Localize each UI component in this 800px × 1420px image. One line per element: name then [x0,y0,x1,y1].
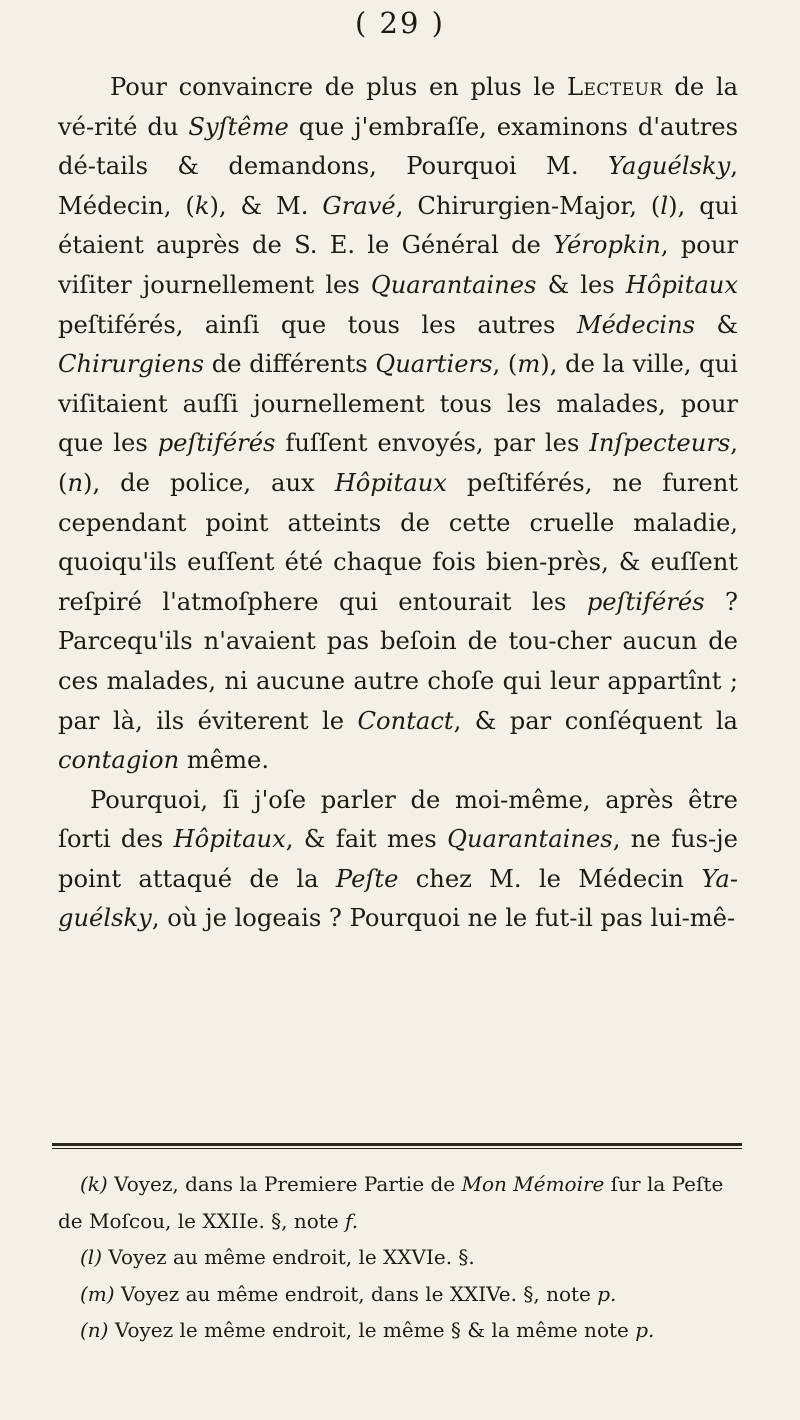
text-run: Pour convaincre de plus en plus le [110,73,567,101]
text-run: que j'embraſſe, examinons d'autres dé-tails & demandons, Pourquoi M. [58,112,739,181]
italic-term: Contact [357,706,454,735]
footnote-text: Voyez au même endroit, le XXVIe. §. [102,1245,475,1269]
footnote-text: ſur la Peſte de Moſcou, le XXIIe. §, note [58,1172,724,1233]
text-run: peſtiférés, ne furent cependant point atteints de cette cruelle maladie, quoiqu'ils euſſent été chaque fois bien-près, & euſſent reſpiré l'atmoſphere qui entourait les [58,468,738,616]
italic-term: Chirurgiens [58,350,205,379]
text-run: , & par conſéquent la [453,706,738,735]
text-run: & les [536,270,626,299]
text-run: , ne fus-je point attaqué de la [58,825,738,893]
text-run: ), de la ville, qui viſitaient auſſi journellement tous les malades, pour que les [58,350,738,458]
text-run: , Médecin, ( [58,152,738,220]
text-run: de différents [204,350,376,379]
text-run: & [695,310,739,339]
text-run: même. [179,746,270,775]
italic-term: Quarantaines [370,270,537,299]
footnote-label: (n) [80,1318,109,1342]
text-run: , ( [58,429,738,497]
text-run: , où je logeais ? Pourquoi ne le fut-il pas lui-mê- [151,904,736,933]
italic-term: Syſtême [188,112,289,141]
main-text [58,68,738,939]
text-run: peſtiférés, ainſi que tous les autres [58,310,577,339]
italic-term: Quartiers [375,350,493,379]
text-run: ? Parcequ'ils n'avaient pas beſoin de tou-cher aucun de ces malades, ni aucune autre choſe qui leur appartînt ; par là, ils éviterent le [58,587,739,735]
italic-term: Hôpitaux [173,825,286,854]
footnote-label: (l) [80,1245,103,1269]
footnote-n [58,1312,738,1349]
italic-name: Gravé [322,191,396,220]
footnote-rule [52,1143,742,1146]
footnote-title: Mon Mémoire [461,1172,605,1196]
page-number: ( 29 ) [355,6,445,40]
note-ref-n: n [67,468,84,497]
footnote-ref: p. [597,1281,617,1306]
italic-name: Ya-guélsky [58,864,738,933]
italic-term: Peſte [335,864,399,893]
text-run: ), de police, aux [83,468,335,497]
text-run: fuſſent envoyés, par les [275,429,590,458]
text-run: , Chirurgien-Major, ( [395,191,661,220]
text-run: , & fait mes [285,825,448,854]
footnote-ref: p. [635,1318,655,1342]
italic-term: peſtiférés [586,587,705,616]
paragraph-2 [58,781,738,939]
footnote-l [58,1239,738,1276]
italic-term: Hôpitaux [625,270,739,299]
note-ref-k: k [194,191,210,220]
italic-term: Hôpitaux [334,468,447,497]
italic-term: Médecins [576,310,695,339]
footnote-ref: f. [345,1208,359,1233]
footnote-m [58,1276,738,1313]
footnote-k [58,1166,738,1239]
footnote-text: Voyez le même endroit, le même § & la même note [108,1318,636,1342]
italic-term: peſtiférés [157,429,276,458]
paragraph-1 [58,68,738,781]
footnote-rule-thin [52,1148,742,1149]
italic-name: Yaguélsky [607,152,731,181]
text-run: ), & M. [209,191,323,220]
italic-term: contagion [58,746,180,775]
text-run: de la vé-rité du [58,73,738,141]
text-run: , pour viſiter journellement les [58,231,739,299]
text-run: Pourquoi, ſi j'oſe parler de moi-même, après être ſorti des [58,785,738,854]
italic-term: Quarantaines [447,825,613,854]
italic-name: Yéropkin [553,231,661,260]
footnotes [58,1166,738,1349]
footnote-label: (k) [80,1172,108,1196]
note-ref-l: l [660,191,669,220]
footnote-text: Voyez au même endroit, dans le XXIVe. §, note [114,1281,598,1306]
text-run: , ( [492,350,518,379]
footnote-text: Voyez, dans la Premiere Partie de [107,1172,462,1196]
italic-term: Inſpecteurs [589,429,731,458]
text-run: ), qui étaient auprès de S. E. le Général de [58,191,738,260]
text-run: chez M. le Médecin [398,864,702,893]
lecteur-smallcaps: Lecteur [566,73,663,101]
footnote-label: (m) [80,1281,115,1306]
note-ref-m: m [517,350,541,379]
